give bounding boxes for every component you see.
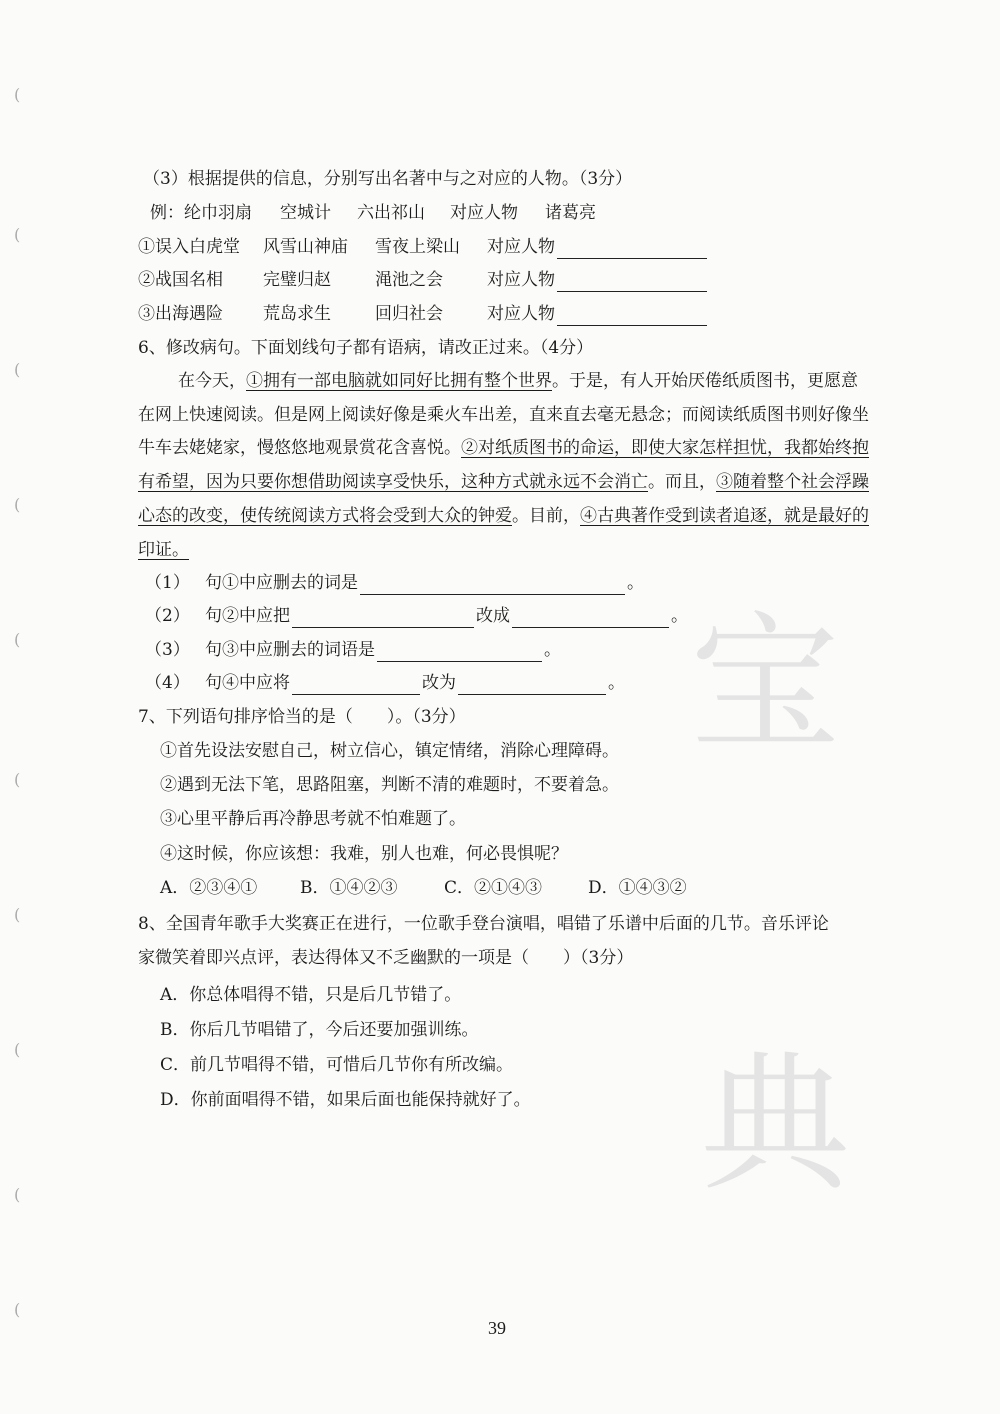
choice-option[interactable]: C．②①④③ xyxy=(444,878,543,898)
margin-mark: ( xyxy=(14,770,21,789)
sentence-item: ④这时候，你应该想：我难，别人也难，何必畏惧呢？ xyxy=(160,844,568,864)
underlined-sentence: ④古典著作受到读者追逐，就是最好的 xyxy=(580,506,869,526)
clue: 风雪山神庙 xyxy=(263,237,348,257)
margin-mark: ( xyxy=(14,1185,21,1204)
underlined-sentence: ③随着整个社会浮躁 xyxy=(716,472,869,492)
margin-mark: ( xyxy=(14,630,21,649)
answer-label: 对应人物 xyxy=(487,270,555,290)
choice-option[interactable]: B．你后几节唱错了，今后还要加强训练。 xyxy=(160,1020,479,1040)
answer-label: 对应人物 xyxy=(450,203,518,223)
clue: ①误入白虎堂 xyxy=(138,237,240,257)
choice-option[interactable]: C．前几节唱得不错，可惜后几节你有所改编。 xyxy=(160,1055,514,1075)
answer-blank[interactable] xyxy=(360,576,625,595)
match-row xyxy=(138,235,709,259)
clue: ②战国名相 xyxy=(138,270,223,290)
margin-mark: ( xyxy=(14,905,21,924)
answer-text: 改为 xyxy=(422,673,456,693)
clue: 雪夜上梁山 xyxy=(375,237,460,257)
passage-line xyxy=(138,436,869,460)
sentence-item: ②遇到无法下笔，思路阻塞，判断不清的难题时，不要着急。 xyxy=(160,775,619,795)
answer-line xyxy=(145,638,561,662)
match-row xyxy=(138,302,709,326)
margin-mark: ( xyxy=(14,495,21,514)
choice-option[interactable]: B．①④②③ xyxy=(300,878,398,898)
question-title: 家微笑着即兴点评，表达得体又不乏幽默的一项是（ ）（3分） xyxy=(138,948,634,968)
answer-text: 。 xyxy=(544,640,561,660)
answer-line xyxy=(145,671,625,695)
answer-blank[interactable] xyxy=(292,676,420,695)
answer-label: 对应人物 xyxy=(487,237,555,257)
answer-text: 。 xyxy=(608,673,625,693)
item-number: （1） xyxy=(145,573,190,593)
clue: 例：纶巾羽扇 xyxy=(150,203,252,223)
passage-line xyxy=(138,470,869,494)
choice-option[interactable]: A．②③④① xyxy=(160,878,258,898)
match-row xyxy=(138,268,709,292)
item-number: （2） xyxy=(145,606,190,626)
answer-blank[interactable] xyxy=(557,273,707,292)
underlined-sentence: 印证。 xyxy=(138,540,189,560)
answer-blank[interactable] xyxy=(458,676,606,695)
passage-text: 。目前， xyxy=(512,506,580,526)
passage-line: 在网上快速阅读。但是网上阅读好像是乘火车出差，直来直去毫无悬念；而阅读纸质图书则好像坐 xyxy=(138,405,869,425)
passage-text: 在今天， xyxy=(178,371,246,391)
answer-text: 改成 xyxy=(476,606,510,626)
margin-mark: ( xyxy=(14,225,21,244)
option-row xyxy=(160,876,687,900)
watermark-char: 宝 xyxy=(690,598,841,772)
answer-line xyxy=(145,604,688,628)
clue: 荒岛求生 xyxy=(263,304,331,324)
passage-text: 。于是，有人开始厌倦纸质图书，更愿意 xyxy=(552,371,858,391)
clue: ③出海遇险 xyxy=(138,304,223,324)
margin-mark: ( xyxy=(14,360,21,379)
underlined-sentence: 心态的改变，使传统阅读方式将会受到大众的钟爱 xyxy=(138,506,512,526)
margin-mark: ( xyxy=(14,1040,21,1059)
answer-label: 对应人物 xyxy=(487,304,555,324)
sentence-item: ①首先设法安慰自己，树立信心，镇定情绪，消除心理障碍。 xyxy=(160,741,619,761)
example-answer: 诸葛亮 xyxy=(545,203,596,223)
clue: 回归社会 xyxy=(375,304,443,324)
clue: 六出祁山 xyxy=(357,203,425,223)
answer-blank[interactable] xyxy=(557,240,707,259)
sentence-item: ③心里平静后再冷静思考就不怕难题了。 xyxy=(160,809,466,829)
margin-mark: ( xyxy=(14,85,21,104)
question-title: 7、下列语句排序恰当的是（ ）。（3分） xyxy=(138,707,466,727)
answer-blank[interactable] xyxy=(292,609,474,628)
answer-text: 句②中应把 xyxy=(205,606,290,626)
choice-option[interactable]: D．①④③② xyxy=(588,878,687,898)
answer-line xyxy=(145,571,644,595)
underlined-sentence: ②对纸质图书的命运，即使大家怎样担忧，我都始终抱 xyxy=(461,438,869,458)
answer-blank[interactable] xyxy=(512,609,669,628)
underlined-sentence: ①拥有一部电脑就如同好比拥有整个世界 xyxy=(246,371,552,391)
choice-option[interactable]: D．你前面唱得不错，如果后面也能保持就好了。 xyxy=(160,1090,531,1110)
item-number: （4） xyxy=(145,673,190,693)
passage-line xyxy=(178,369,858,393)
answer-text: 。 xyxy=(671,606,688,626)
question-title: 8、全国青年歌手大奖赛正在进行，一位歌手登台演唱，唱错了乐谱中后面的几节。音乐评论 xyxy=(138,914,829,934)
passage-text: 。而且， xyxy=(648,472,716,492)
answer-blank[interactable] xyxy=(557,307,707,326)
answer-text: 。 xyxy=(627,573,644,593)
answer-blank[interactable] xyxy=(377,643,542,662)
example-row xyxy=(150,201,596,225)
answer-text: 句①中应删去的词是 xyxy=(205,573,358,593)
question-title: 6、修改病句。下面划线句子都有语病，请改正过来。（4分） xyxy=(138,338,594,358)
margin-mark: ( xyxy=(14,1300,21,1319)
clue: 空城计 xyxy=(280,203,331,223)
choice-option[interactable]: A．你总体唱得不错，只是后几节错了。 xyxy=(160,985,462,1005)
answer-text: 句③中应删去的词语是 xyxy=(205,640,375,660)
answer-text: 句④中应将 xyxy=(205,673,290,693)
question-prompt: （3）根据提供的信息，分别写出名著中与之对应的人物。（3分） xyxy=(143,169,633,189)
clue: 渑池之会 xyxy=(375,270,443,290)
passage-line xyxy=(138,504,869,528)
underlined-sentence: 有希望，因为只要你想借助阅读享受快乐，这种方式就永远不会消亡 xyxy=(138,472,648,492)
item-number: （3） xyxy=(145,640,190,660)
page-number: 39 xyxy=(488,1318,506,1338)
watermark-char: 典 xyxy=(700,1038,851,1212)
clue: 完璧归赵 xyxy=(263,270,331,290)
passage-text: 牛车去姥姥家，慢悠悠地观景赏花含喜悦。 xyxy=(138,438,461,458)
